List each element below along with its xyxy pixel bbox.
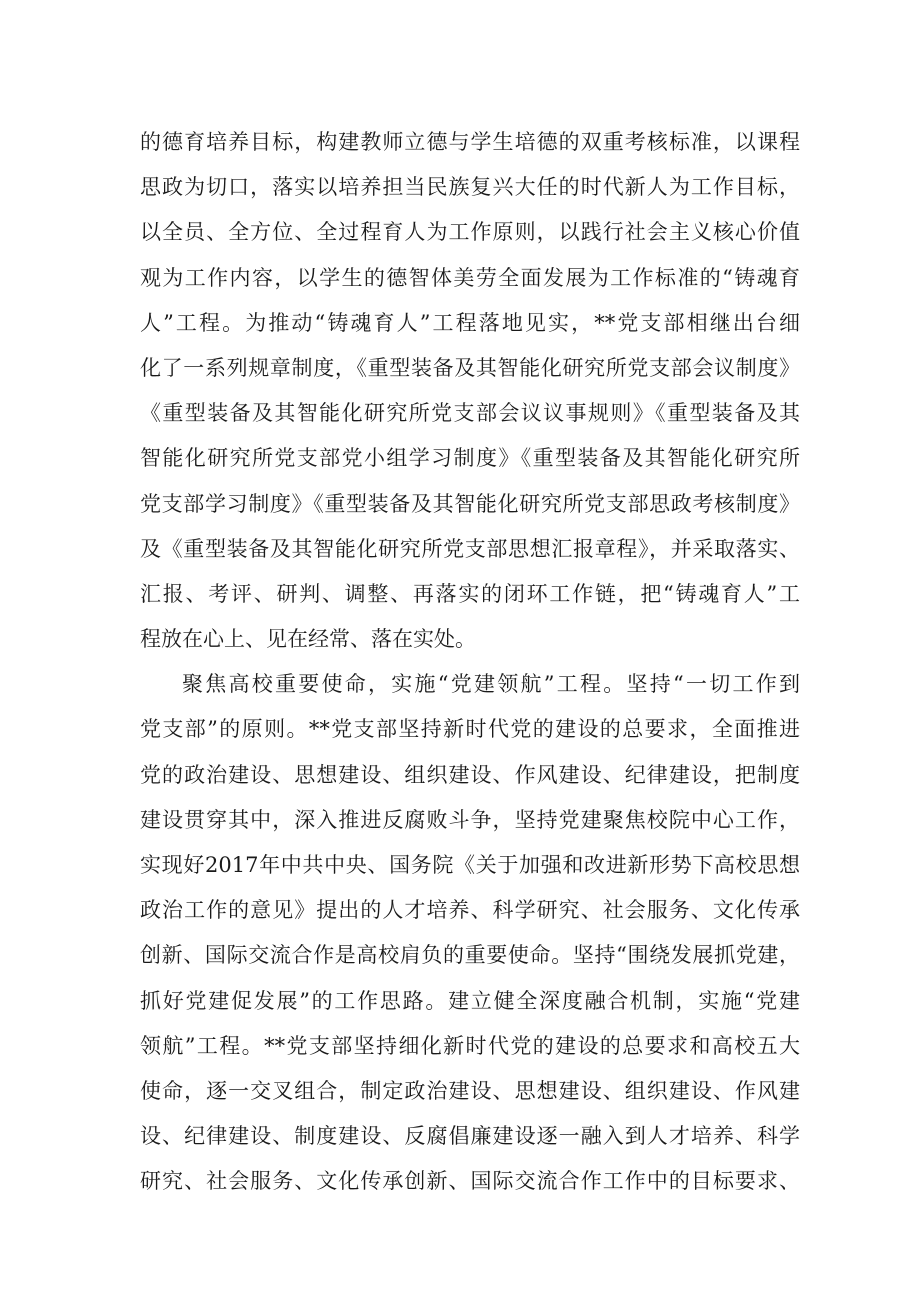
paragraph-line: 党的政治建设、思想建设、组织建设、作风建设、纪律建设，把制度 <box>140 762 800 787</box>
paragraph-line: 化了一系列规章制度，《重型装备及其智能化研究所党支部会议制度》 <box>140 355 800 380</box>
paragraph-line: 抓好党建促发展”的工作思路。建立健全深度融合机制，实施“党建 <box>140 988 800 1013</box>
paragraph-line: 建设贯穿其中，深入推进反腐败斗争，坚持党建聚焦校院中心工作， <box>140 807 800 832</box>
paragraph-line: 党支部”的原则。**党支部坚持新时代党的建设的总要求，全面推进 <box>140 717 800 742</box>
paragraph-line: 汇报、考评、研判、调整、再落实的闭环工作链，把“铸魂育人”工 <box>140 581 800 606</box>
paragraph-line: 设、纪律建设、制度建设、反腐倡廉建设逐一融入到人才培养、科学 <box>140 1124 800 1149</box>
paragraph-line: 《重型装备及其智能化研究所党支部会议议事规则》《重型装备及其 <box>140 401 800 426</box>
paragraph-line: 思政为切口，落实以培养担当民族复兴大任的时代新人为工作目标， <box>140 175 800 200</box>
paragraph-line: 以全员、全方位、全过程育人为工作原则，以践行社会主义核心价值 <box>140 220 800 245</box>
paragraph-line: 创新、国际交流合作是高校肩负的重要使命。坚持“围绕发展抓党建， <box>140 943 800 968</box>
paragraph-line: 政治工作的意见》提出的人才培养、科学研究、社会服务、文化传承 <box>140 898 800 923</box>
paragraph-1 <box>140 120 800 662</box>
document-body <box>140 120 800 1205</box>
paragraph-line: 研究、社会服务、文化传承创新、国际交流合作工作中的目标要求、 <box>140 1169 800 1194</box>
paragraph-line: 程放在心上、见在经常、落在实处。 <box>140 627 476 652</box>
paragraph-line: 实现好2017年中共中央、国务院《关于加强和改进新形势下高校思想 <box>140 853 800 877</box>
paragraph-line: 观为工作内容，以学生的德智体美劳全面发展为工作标准的“铸魂育 <box>140 265 800 290</box>
paragraph-line: 及《重型装备及其智能化研究所党支部思想汇报章程》，并采取落实、 <box>140 536 800 561</box>
paragraph-line: 聚焦高校重要使命，实施“党建领航”工程。坚持“一切工作到 <box>182 672 800 697</box>
paragraph-2 <box>140 662 800 1204</box>
paragraph-line: 智能化研究所党支部党小组学习制度》《重型装备及其智能化研究所 <box>140 446 800 471</box>
paragraph-line: 领航”工程。**党支部坚持细化新时代党的建设的总要求和高校五大 <box>140 1033 800 1058</box>
paragraph-line: 党支部学习制度》《重型装备及其智能化研究所党支部思政考核制度》 <box>140 491 800 516</box>
paragraph-line: 人”工程。为推动“铸魂育人”工程落地见实，**党支部相继出台细 <box>140 310 800 335</box>
paragraph-line: 的德育培养目标，构建教师立德与学生培德的双重考核标准，以课程 <box>140 130 800 154</box>
paragraph-line: 使命，逐一交叉组合，制定政治建设、思想建设、组织建设、作风建 <box>140 1078 800 1103</box>
